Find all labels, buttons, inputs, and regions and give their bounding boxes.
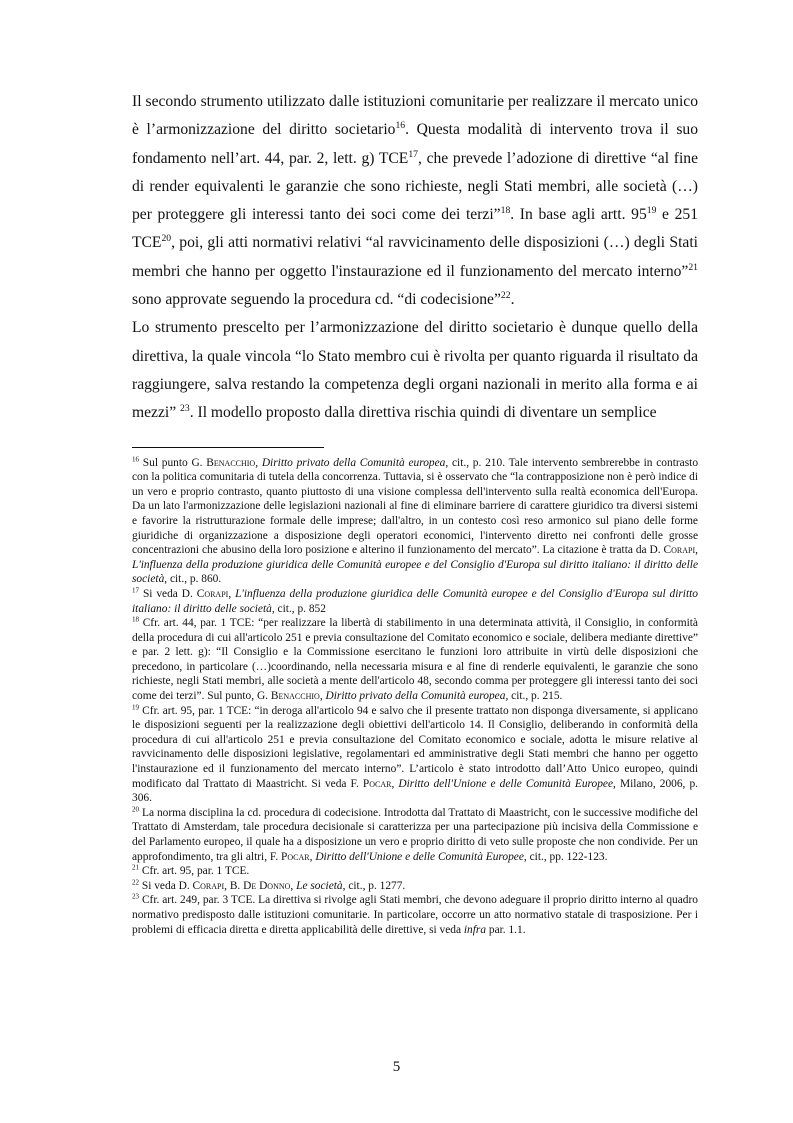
author-name: Pocar — [362, 777, 392, 790]
text-run: , poi, gli atti normativi relativi “al ravvicinamento delle disposizioni (…) degli Stati membri che hanno per oggetto l'instaurazione ed il funzionamento del mercato interno” — [132, 234, 698, 280]
page-number: 5 — [392, 1059, 401, 1075]
footnote-ref: 19 — [132, 703, 140, 712]
text-run: Cfr. art. 95, par. 1 TCE: “in deroga all'articolo 94 e salvo che il presente trattato non disponga diversamente, si applicano le disposizioni seguenti per la realizzazione degli obiettivi dell'articolo 14. Il Consiglio, deliberando in conformità della procedura di cui all'articolo 251 e previa consultazione del Comitato economico e sociale, adotta le misure relative al ravvicinamento delle disposizioni legislative, regolamentari ed amministrative degli Stati membri che hanno per oggetto l'instaurazione ed il funzionamento del mercato interno”. L’articolo è stato introdotto dall’Atto Unico europeo, quindi modificato dal Trattato di Maastricht. Si veda F. — [132, 704, 698, 790]
italic-title: Diritto privato della Comunità europea — [261, 456, 446, 469]
text-run: sono approvate seguendo la procedura cd. “di codecisione” — [132, 291, 501, 309]
text-run: Lo strumento prescelto per l’armonizzazione del diritto societario è dunque quello della direttiva, la quale vincola “lo Stato membro cui è rivolta per quanto riguarda il risultato da raggiungere, salva restando la competenza degli organi nazionali in merito alla forma e ai mezzi” — [132, 319, 698, 422]
text-run: Si veda D. — [139, 587, 197, 600]
author-name: Benacchio — [270, 690, 320, 703]
footnote-ref: 20 — [132, 805, 140, 814]
footnote-ref: 20 — [161, 233, 172, 245]
text-run: , cit., p. 210. Tale intervento sembrerebbe in contrasto con la politica comunitaria di tutela della concorrenza. Tuttavia, si è osservato che “la contrapposizione non è però indice di un vero e proprio contrasto, quanto piuttosto di una visione complessa dell'intervento sulla realtà economica dell'Europa. Da un lato l'armonizzazione delle legislazioni nazionali al fine di eliminare barriere di carattere giuridico tra diversi sistemi e favorire la ristrutturazione formale delle imprese; dall'altro, in un contesto così reso armonico sul piano delle forme giuridiche di organizzazione a disposizione degli operatori economici, l'intervento diretto nei confronti delle grosse concentrazioni che abusino della loro posizione e alterino il funzionamento del mercato”. La citazione è tratta da D. — [132, 456, 699, 557]
footnote-ref: 22 — [500, 290, 511, 302]
author-name: Corapi — [192, 879, 225, 892]
text-run: , cit., p. 852 — [271, 602, 326, 615]
italic-title: Le società — [296, 879, 343, 892]
footnote-22 — [132, 879, 698, 894]
italic-title: Diritto privato della Comunità europea — [325, 690, 506, 703]
text-run: , — [319, 690, 326, 703]
text-run: Cfr. art. 44, par. 1 TCE: “per realizzare la libertà di stabilimento in una determinata attività, il Consiglio, in conformità della procedura di cui all'articolo 251 e previa consultazione del Comitato economico e sociale, delibera mediante direttive” e par. 2 lett. g): “Il Consiglio e la Commissione esercitano le funzioni loro attribuite in virtù delle disposizioni che precedono, in particolare (…)coordinando, nella necessaria misura e al fine di renderle equivalenti, le garanzie che sono richieste, negli Stati membri, alle società a mente dell'articolo 48, secondo comma per proteggere gli interessi tanto dei soci come dei terzi”. Sul punto, G. — [132, 617, 698, 703]
footnote-ref: 17 — [408, 148, 418, 160]
italic-title: L'influenza della produzione giuridica delle Comunità europee e del Consiglio d'Europa sul diritto italiano: il diritto delle società — [132, 558, 698, 586]
text-run: , Milano, 2006, p. 306. — [132, 777, 699, 805]
author-name: Pocar — [281, 850, 310, 863]
paragraph-2 — [132, 314, 698, 427]
footnote-18 — [132, 616, 698, 704]
text-run: , — [255, 456, 262, 469]
footnote-ref: 18 — [500, 205, 511, 217]
text-run: , cit., p. 860. — [164, 573, 222, 586]
text-run: La norma disciplina la cd. procedura di codecisione. Introdotta dal Trattato di Maastricht, con le successive modifiche del Trattato di Amsterdam, tale procedura decisionale si caratterizza per una partecipazione più incisiva della Commissione e del Parlamento europeo, il quale ha a disposizione un vero e proprio diritto di veto sulle proposte che non condivide. Per un approfondimento, tra gli altri, F. — [132, 806, 698, 863]
footnote-ref: 16 — [395, 120, 406, 132]
text-run: . In base agli artt. 95 — [510, 206, 647, 224]
footnote-ref: 23 — [180, 403, 190, 415]
footnote-ref: 22 — [132, 878, 140, 887]
footnote-17 — [132, 587, 698, 616]
footnote-23 — [132, 893, 698, 937]
document-page — [132, 88, 698, 937]
text-run: Cfr. art. 249, par. 3 TCE. La direttiva si rivolge agli Stati membri, che devono adeguare il proprio diritto interno al quadro normativo predisposto dalle istituzioni comunitarie. In particolare, occorre un atto normativo statale di trasposizione. Per i problemi di efficacia diretta e diretta applicabilità delle direttive, si veda — [132, 894, 698, 936]
italic-title: infra — [463, 923, 487, 936]
main-text — [132, 88, 698, 428]
footnote-19 — [132, 704, 698, 806]
text-run: , che prevede l’adozione di direttive “al fine di render equivalenti le garanzie che sono richieste, negli Stati membri, alle società (…) per proteggere gli interessi tanto dei soci come dei terzi” — [132, 149, 698, 224]
text-run: par. 1.1. — [486, 923, 526, 936]
italic-title: Diritto dell'Unione e delle Comunità Europee — [398, 777, 614, 790]
author-name: De Donno — [243, 879, 291, 892]
author-name: Benacchio — [206, 456, 256, 469]
text-run: , — [695, 544, 698, 557]
author-name: Corapi — [663, 544, 696, 557]
footnote-ref: 23 — [132, 893, 140, 901]
text-run: , cit., pp. 122-123. — [523, 850, 608, 863]
text-run: , cit., p. 1277. — [342, 879, 406, 892]
footnote-16 — [132, 456, 698, 587]
text-run: , — [391, 777, 399, 790]
footnote-ref: 21 — [132, 863, 140, 872]
footnote-20 — [132, 806, 698, 864]
text-run: , B. — [224, 879, 244, 892]
footnote-ref: 17 — [132, 586, 140, 595]
footnote-ref: 19 — [646, 205, 657, 217]
footnote-21 — [132, 864, 698, 879]
text-run: , — [228, 587, 236, 600]
text-run: Il secondo strumento utilizzato dalle istituzioni comunitarie per realizzare il mercato unico è l’armonizzazione del diritto societario — [132, 93, 698, 139]
paragraph-1 — [132, 88, 698, 314]
footnote-separator — [132, 447, 324, 448]
footnotes — [132, 456, 698, 938]
text-run: Si veda D. — [139, 879, 193, 892]
text-run: , — [290, 879, 297, 892]
footnote-ref: 16 — [132, 455, 140, 464]
text-run: Sul punto G. — [139, 456, 207, 469]
italic-title: L'influenza della produzione giuridica delle Comunità europee e del Consiglio d'Europa sul diritto italiano: il diritto delle società — [132, 587, 698, 615]
italic-title: Diritto dell'Unione e delle Comunità Europee — [315, 850, 524, 863]
footnote-ref: 21 — [688, 261, 698, 273]
text-run: . Questa modalità di intervento trova il suo fondamento nell’art. 44, par. 2, lett. g) TCE — [132, 121, 698, 167]
text-run: . Il modello proposto dalla direttiva rischia quindi di diventare un semplice — [189, 404, 657, 422]
text-run: . — [510, 291, 515, 309]
author-name: Corapi — [196, 587, 229, 600]
footnote-ref: 18 — [132, 615, 140, 624]
text-run: , cit., p. 215. — [505, 690, 563, 703]
text-run: , — [309, 850, 316, 863]
text-run: e 251 TCE — [132, 206, 699, 252]
text-run: Cfr. art. 95, par. 1 TCE. — [139, 865, 250, 878]
